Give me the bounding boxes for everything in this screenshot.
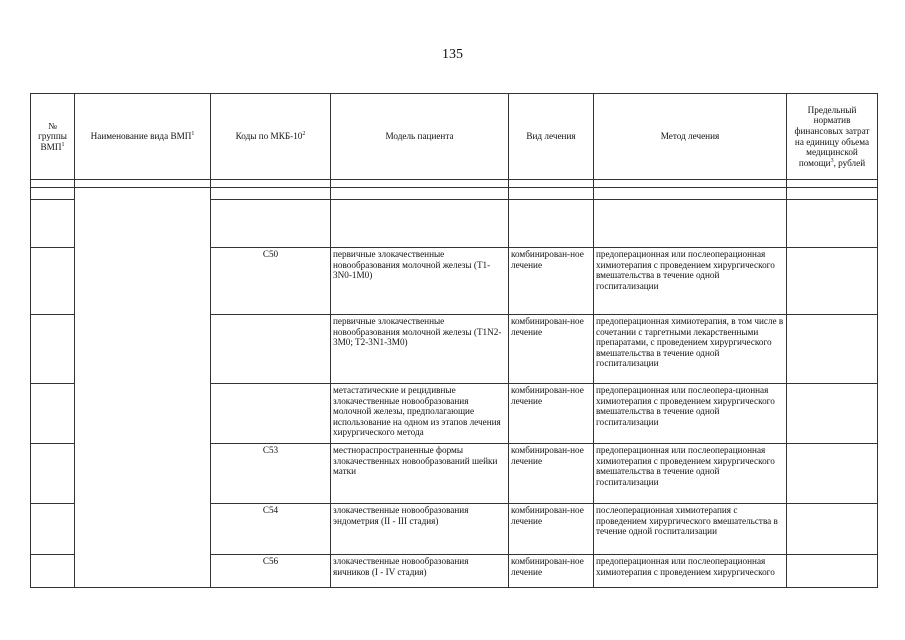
vmp-name-cell (75, 188, 211, 588)
spacer-row (31, 188, 878, 200)
treatment-type-cell: комбинирован-ное лечение (509, 444, 594, 504)
patient-model-cell: метастатические и рецидивные злокачественные новообразования молочной железы, предполагающие использование на одном из этапов лечения хирургического метода (331, 384, 509, 444)
treatment-type-cell: комбинирован-ное лечение (509, 315, 594, 384)
icd-code-cell: C54 (211, 504, 331, 555)
icd-code-cell: C53 (211, 444, 331, 504)
header-treatment-method: Метод лечения (594, 94, 787, 180)
icd-code-cell: C56 (211, 555, 331, 588)
patient-model-cell: злокачественные новообразования эндометрия (II - III стадия) (331, 504, 509, 555)
header-row (31, 94, 878, 180)
header-treatment-type: Вид лечения (509, 94, 594, 180)
treatment-method-cell: предоперационная или послеоперационная химиотерапия с проведением хирургического вмешательства в течение одной госпитализации (594, 444, 787, 504)
icd-code-cell (211, 315, 331, 384)
icd-code-cell (211, 384, 331, 444)
treatment-method-cell: предоперационная химиотерапия, в том числе в сочетании с таргетными лекарственными препаратами, с проведением хирургического вмешательства в течение одной госпитализации (594, 315, 787, 384)
patient-model-cell: злокачественные новообразования яичников (I - IV стадия) (331, 555, 509, 588)
header-vmp-name: Наименование вида ВМП$^1$ (75, 94, 211, 180)
column-number-row (31, 180, 878, 188)
vmp-table (30, 93, 878, 588)
treatment-type-cell: комбинирован-ное лечение (509, 555, 594, 588)
header-icd-codes: Коды по МКБ-$10^2$ (211, 94, 331, 180)
treatment-type-cell: комбинирован-ное лечение (509, 504, 594, 555)
header-cost-norm: Предельный норматив финансовых затрат на единицу объема медицинской помощи$^3$, рублей (787, 94, 878, 180)
page-number: 135 (442, 47, 463, 62)
header-group-no: № группы ВМП$^1$ (31, 94, 75, 180)
treatment-method-cell: предоперационная или послеопера-ционная химиотерапия с проведением хирургического вмешательства в течение одной госпитализации (594, 384, 787, 444)
treatment-method-cell: послеоперационная химиотерапия с проведением хирургического вмешательства в течение одной госпитализации (594, 504, 787, 555)
header-patient-model: Модель пациента (331, 94, 509, 180)
treatment-method-cell: предоперационная или послеоперационная химиотерапия с проведением хирургического (594, 555, 787, 588)
patient-model-cell: первичные злокачественные новообразования молочной железы (T1-3N0-1M0) (331, 248, 509, 315)
patient-model-cell: местнораспространенные формы злокачественных новообразований шейки матки (331, 444, 509, 504)
treatment-method-cell: предоперационная или послеоперационная химиотерапия с проведением хирургического вмешательства в течение одной госпитализации (594, 248, 787, 315)
treatment-type-cell: комбинирован-ное лечение (509, 248, 594, 315)
treatment-type-cell: комбинирован-ное лечение (509, 384, 594, 444)
patient-model-cell: первичные злокачественные новообразования молочной железы (T1N2-3M0; T2-3N1-3M0) (331, 315, 509, 384)
icd-code-cell: C50 (211, 248, 331, 315)
